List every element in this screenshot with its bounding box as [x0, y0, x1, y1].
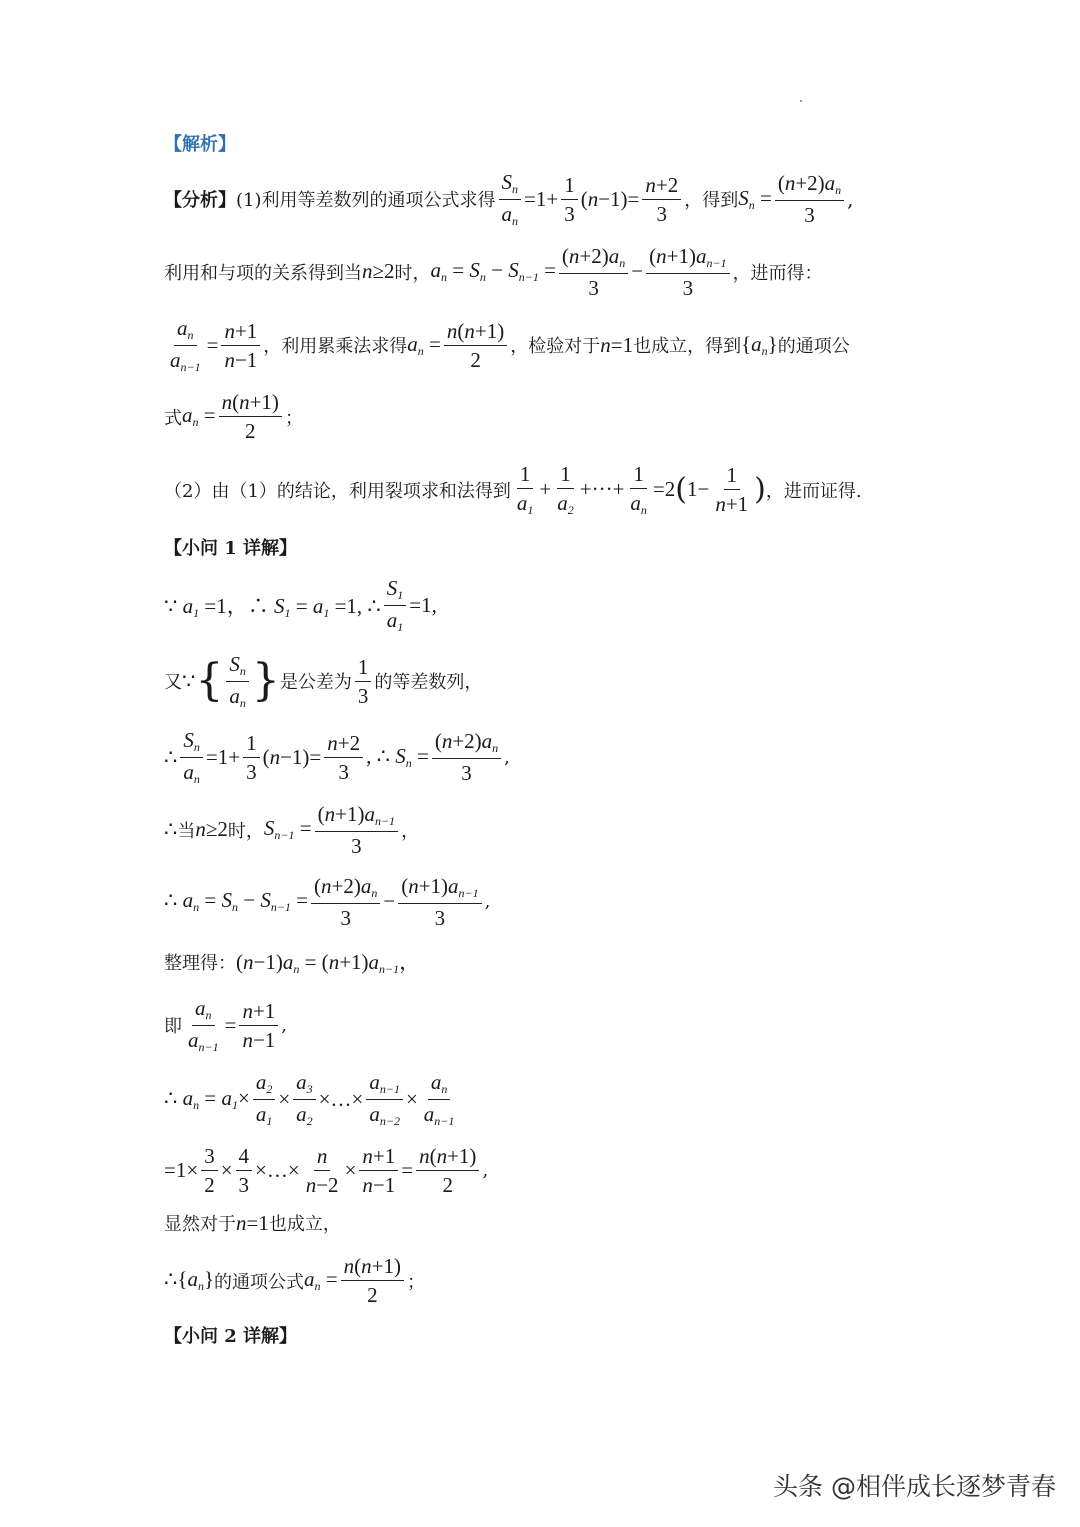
dang-text: 当 — [177, 820, 196, 842]
also-holds-text: 也成立，得到 — [633, 336, 742, 358]
formula: (n−1)= — [580, 186, 640, 211]
analysis-text-2: 利用和与项的关系得到当 — [164, 262, 362, 284]
ji-text: 即 — [164, 1016, 182, 1038]
formula-frac: $\frac{n(n+1)}{2}$ — [416, 1144, 479, 1197]
analysis-part2-text: （2）由（1）的结论，利用裂项求和法得到 — [164, 480, 511, 502]
formula: $\{a_n\}$ — [741, 331, 778, 358]
analysis-line-3 — [164, 316, 930, 375]
formula: =1+ — [205, 744, 241, 769]
formula-frac: $\frac{n(n+1)}{2}$ — [444, 319, 507, 372]
comma: , — [484, 891, 491, 913]
formula: + — [539, 477, 552, 502]
got-to-text: ，得到 — [684, 190, 739, 212]
paren: ( — [675, 471, 687, 507]
step-ji — [164, 996, 930, 1055]
check-text: ，检验对于 — [510, 336, 601, 358]
formula: =1+ — [524, 186, 559, 211]
formula: × — [405, 1086, 418, 1111]
formula: +···+ — [579, 477, 625, 502]
analysis-line-5 — [164, 462, 930, 518]
formula-frac: $\frac{S_1}{a_1}$ — [384, 576, 407, 635]
formula-frac: $\frac{S_n}{a_n}$ — [180, 728, 203, 787]
step-xianran — [164, 1210, 930, 1236]
formula-frac: $\frac{n(n+1)}{2}$ — [219, 390, 282, 443]
formula: $(n-1)a_n = (n+1)a_{n-1}$， — [236, 950, 421, 976]
formula: $S_{n-1}$ = — [263, 816, 312, 843]
formula: =1, — [409, 592, 437, 617]
analysis-prefix: 【分析】 — [164, 190, 236, 212]
tong-xiang-formula-text: 的通项公式 — [214, 1271, 305, 1293]
formula-frac: $\frac{1}{n+1}$ — [715, 463, 749, 517]
sub1-heading-line — [164, 534, 930, 560]
formula: ∴ — [164, 744, 178, 769]
formula-frac: $\frac{a_2}{a_1}$ — [253, 1070, 276, 1129]
formula-frac: $\frac{1}{a_n}$ — [630, 462, 647, 518]
jin-er-de-text: ，进而得： — [732, 262, 823, 284]
watermark: 头条 @相伴成长逐梦青春 — [773, 1472, 1056, 1501]
sub2-heading-line — [164, 1322, 930, 1348]
formula: (n−1)= — [262, 744, 322, 769]
formula: n=1 — [600, 332, 634, 357]
formula: 1− — [686, 477, 710, 502]
formula-frac: $\frac{n+1}{n-1}$ — [359, 1144, 398, 1197]
formula-frac: $\frac{(n+2)a_n}{3}$ — [775, 171, 844, 227]
formula: − — [383, 889, 396, 914]
brace-left: { — [195, 655, 224, 707]
formula: ∵ $a_1 =1$，∴ $S_1 = a_1 =1$, ∴ — [164, 593, 381, 620]
jin-er-zheng-text: ，进而证得. — [765, 480, 862, 502]
step-product — [164, 1070, 930, 1129]
formula-frac: $\frac{(n+2)a_n}{3}$ — [559, 244, 628, 300]
step-sn — [164, 728, 930, 787]
formula-frac: $\frac{n+1}{n-1}$ — [239, 999, 278, 1052]
formula-frac: $\frac{n(n+1)}{2}$ — [341, 1254, 404, 1307]
comma: ， — [401, 820, 420, 842]
step-product-values — [164, 1144, 930, 1197]
formula-frac: $\frac{1}{a_1}$ — [516, 462, 534, 518]
formula: ∴ $a_n = a_1\times$ — [164, 1085, 250, 1112]
you-text: 又 — [164, 672, 182, 694]
formula: ∴ — [164, 817, 178, 842]
comma: , — [504, 746, 510, 768]
formula-frac: $\frac{(n+1)a_{n-1}}{3}$ — [398, 874, 481, 930]
formula-frac: $\frac{n+1}{n-1}$ — [221, 319, 260, 372]
sub2-heading: 【小问 2 详解】 — [164, 1326, 298, 1347]
formula: ∴ $a_n = S_n - S_{n-1}$ = — [164, 888, 309, 915]
formula-frac: $\frac{(n+2)a_n}{3}$ — [311, 874, 380, 930]
formula: , ∴ $S_n$ = — [366, 743, 429, 770]
formula: − — [631, 259, 644, 284]
formula-frac: $\frac{n}{n-2}$ — [305, 1144, 339, 1198]
shi-char: 式 — [164, 407, 182, 429]
step-an-diff — [164, 874, 930, 930]
formula: =1× — [164, 1158, 199, 1183]
formula: $a_n = S_n - S_{n-1}$ = — [430, 258, 556, 285]
formula-frac: $\frac{3}{2}$ — [201, 1144, 218, 1197]
analysis-text-1: (1)利用等差数列的通项公式求得 — [236, 190, 496, 212]
sub1-heading: 【小问 1 详解】 — [164, 538, 298, 559]
step-zhengli — [164, 946, 930, 977]
formula-frac: $\frac{n+2}{3}$ — [642, 173, 681, 226]
formula-frac: $\frac{a_3}{a_2}$ — [293, 1070, 316, 1129]
step-ap — [164, 652, 930, 711]
formula-frac: $\frac{1}{3}$ — [561, 173, 578, 226]
formula-frac: $\frac{1}{3}$ — [243, 731, 260, 784]
formula-frac: $\frac{n+2}{3}$ — [324, 731, 363, 784]
step-a1 — [164, 576, 930, 635]
tong-xiang-gong-text: 的通项公 — [777, 336, 850, 358]
formula: = — [224, 1012, 237, 1037]
formula-frac: $\frac{a_n}{a_{n-1}}$ — [423, 1070, 455, 1128]
formula-frac: $\frac{(n+2)a_n}{3}$ — [432, 729, 501, 785]
formula: × — [278, 1086, 291, 1111]
shi-text: 时， — [394, 262, 431, 284]
formula: n≥2 — [362, 259, 395, 284]
formula-frac: $\frac{S_n}{a_n}$ — [499, 170, 522, 229]
formula-frac: $\frac{4}{3}$ — [236, 1144, 253, 1197]
zhengli-text: 整理得： — [164, 952, 236, 974]
formula-frac: $\frac{1}{a_2}$ — [557, 462, 574, 518]
comma: , — [482, 1160, 489, 1182]
semicolon-2: ； — [406, 1271, 425, 1293]
formula: $a_n$ = — [182, 403, 216, 430]
ap-suffix-text: 的等差数列， — [374, 672, 483, 694]
semicolon: ； — [284, 407, 303, 429]
formula: $S_n$ = — [738, 185, 772, 212]
formula-frac: $\frac{1}{3}$ — [355, 655, 372, 708]
formula: × — [220, 1158, 233, 1183]
formula: ×…× — [318, 1086, 364, 1111]
comma: , — [847, 187, 854, 212]
formula: n=1 — [236, 1210, 269, 1235]
analysis-line-4 — [164, 390, 930, 443]
xianran-text: 显然对于 — [164, 1214, 236, 1235]
brace-right: } — [251, 655, 280, 707]
paren: ) — [754, 471, 766, 507]
formula-frac: $\frac{a_{n-1}}{a_{n-2}}$ — [366, 1070, 403, 1129]
formula: × — [344, 1158, 357, 1183]
formula-frac: $\frac{a_n}{a_{n-1}}$ — [170, 316, 201, 374]
analysis-text-3: ，利用累乘法求得 — [263, 336, 408, 358]
step-sn1 — [164, 802, 930, 858]
heading-jiexi-line — [164, 130, 930, 156]
formula-frac: $\frac{a_n}{a_{n-1}}$ — [188, 996, 219, 1054]
formula: ∵ — [182, 668, 196, 693]
formula: $a_n$ = — [304, 1267, 338, 1294]
comma: , — [281, 1014, 288, 1036]
speck — [800, 100, 802, 102]
formula: = — [206, 332, 219, 357]
heading-jiexi: 【解析】 — [164, 134, 236, 155]
formula: $a_n$ = — [407, 331, 441, 358]
formula-frac: $\frac{S_n}{a_n}$ — [226, 652, 249, 711]
formula: $\therefore\{a_n\}$ — [164, 1267, 215, 1294]
analysis-line-1 — [164, 170, 930, 229]
formula: = — [401, 1158, 414, 1183]
formula: n≥2 — [195, 817, 228, 842]
step-conclusion — [164, 1254, 930, 1307]
formula-frac: $\frac{(n+1)a_{n-1}}{3}$ — [315, 802, 398, 858]
shi-text-2: 时， — [227, 820, 264, 842]
is-ap-text: 是公差为 — [279, 672, 352, 694]
also-holds-end-text: 也成立， — [268, 1214, 341, 1235]
formula: =2 — [652, 477, 676, 502]
formula: ×…× — [255, 1158, 300, 1183]
formula-frac: $\frac{(n+1)a_{n-1}}{3}$ — [646, 244, 729, 300]
analysis-line-2 — [164, 244, 930, 300]
